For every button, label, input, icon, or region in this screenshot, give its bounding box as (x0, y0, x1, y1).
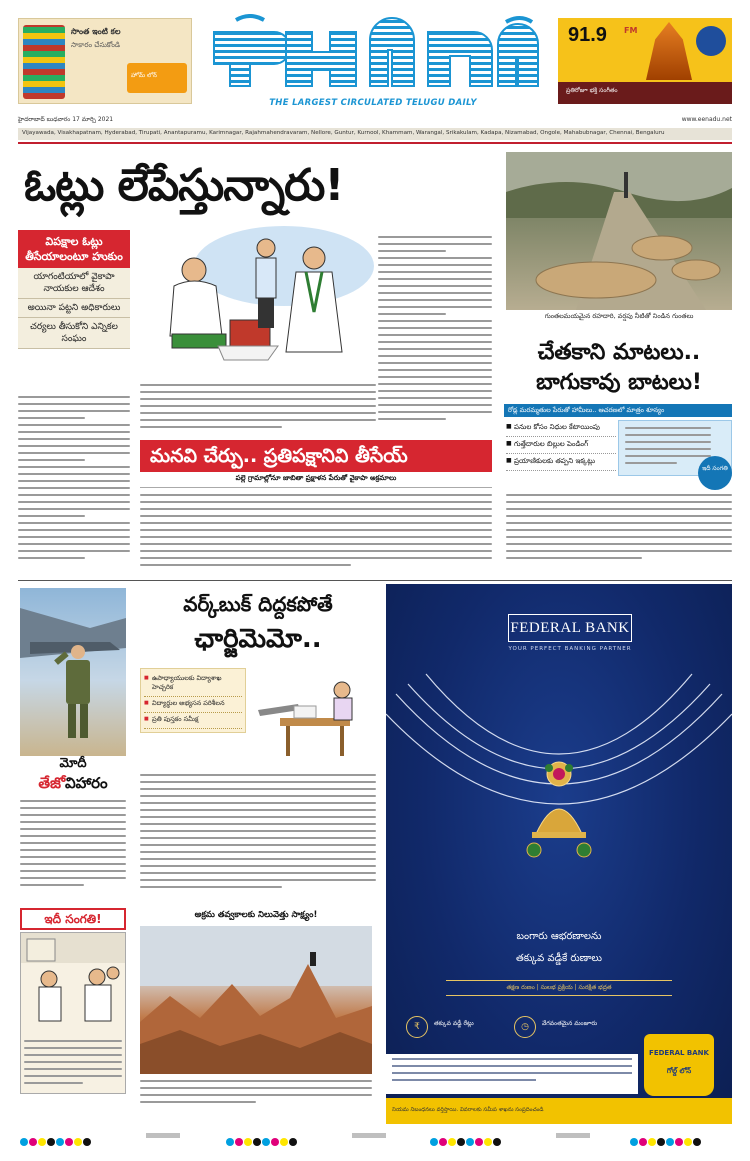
channel-logo-icon (696, 26, 726, 56)
bag-line-2: గోల్డ్ లోన్ (666, 1067, 692, 1075)
idi-sangathi-label: ఇదీ సంగతి! (20, 908, 126, 930)
road-column (506, 494, 732, 564)
road-bullet-2: ■ గుత్తేదారుల బిల్లుల పెండింగ్ (506, 437, 616, 454)
ad-icon-1-text: తక్కువ వడ్డీ రేట్లు (434, 1020, 474, 1027)
registration-bar-3 (556, 1133, 590, 1138)
masthead-rule (18, 142, 732, 144)
federal-bank-ad[interactable] (386, 584, 732, 1124)
modi-caption-2: తేజోవిహారం (38, 774, 108, 792)
lead-cartoon (134, 226, 374, 376)
modi-column (20, 800, 126, 891)
books-image (23, 25, 65, 99)
dateline-date: హైదరాబాద్ బుధవారం 17 మార్చి 2021 (18, 116, 114, 123)
registration-marks-4 (630, 1131, 702, 1140)
sand-headline[interactable]: అక్రమ తవ్వకాలకు నిలువెత్తు సాక్ష్యం! (194, 910, 318, 920)
dateline-web[interactable]: www.eenadu.net (681, 116, 732, 123)
ad-left-card: హోమ్ లోన్ (127, 63, 187, 93)
modi-caption-1: మోదీ (59, 756, 87, 771)
ad-left-line1: సొంత ఇంటి కల (71, 27, 121, 36)
sand-caption (140, 1080, 372, 1108)
gold-loan-bag (644, 1034, 714, 1096)
road-bubble: ఇదీ సంగతి (698, 456, 732, 490)
eenadu-logo[interactable] (206, 14, 544, 102)
lead-substrip: పల్లె గ్రామాల్లోనూ జాబితా ప్రక్షాళన పేరుతో వైకాపా అక్రమాలు (140, 474, 492, 488)
registration-bar-2 (352, 1133, 386, 1138)
registration-marks-1 (20, 1131, 92, 1140)
ad-feature-icons (406, 1016, 666, 1044)
radio-band: ప్రతిరోజూ భక్తి సంగీతం (558, 82, 732, 104)
ad-fineprint (386, 1054, 638, 1094)
registration-marks-3 (430, 1131, 502, 1140)
rupee-icon: ₹ (406, 1016, 428, 1038)
masthead (0, 0, 750, 136)
sand-photo (140, 926, 372, 1074)
road-bar: రోడ్ల మరమ్మతుల పేరుతో హామీలు.. ఆచరణలో మాత్రం శూన్యం (504, 404, 732, 417)
workbook-bullet-2: ■ విద్యార్థుల అభ్యసన పరిశీలన (144, 697, 242, 713)
lead-kicker-sub2: అయినా పట్టని అధికారులు (18, 299, 130, 318)
lead-column-right (378, 236, 492, 425)
workbook-bullets (140, 668, 246, 733)
bag-line-1: FEDERAL BANK (649, 1049, 709, 1057)
editions-strip: Vijayawada, Visakhapatnam, Hyderabad, Tirupati, Anantapuramu, Karimnagar, Rajahmahendravaram, Nellore, Guntur, Kurnool, Khammam, Warangal, Srikakulam, Kadapa, Nizamabad, Ongole, Mahabubnagar, Chennai, Bengaluru (18, 128, 732, 140)
section-divider (18, 580, 732, 581)
registration-bar-1 (146, 1133, 180, 1138)
ad-home-loan[interactable] (18, 18, 192, 104)
lead-kicker-sub1: యాగంటియాలో వైకాపా నాయకుల ఆదేశం (18, 268, 130, 299)
ad-icon-2-text: వేగవంతమైన మంజూరు (542, 1020, 598, 1027)
federal-bank-logo: FEDERAL BANK (508, 614, 632, 642)
lead-column-mid (140, 384, 376, 433)
radio-frequency: 91.9 (568, 24, 607, 46)
temple-image (646, 22, 692, 80)
ad-left-line2: సాకారం చేసుకోండి (71, 41, 121, 49)
road-bullet-3: ■ ప్రయాణికులకు తప్పని ఇక్కట్లు (506, 454, 616, 471)
ad-line-2: తక్కువ వడ్డీకే రుణాలు (516, 953, 602, 964)
ad-radio[interactable] (558, 18, 732, 104)
ad-banner: తక్షణ రుణం | సులభ ప్రక్రియ | సురక్షిత భద్రత (446, 980, 672, 996)
workbook-headline-1[interactable]: వర్క్‌బుక్ దిద్దకపోతే (183, 592, 333, 616)
radio-unit: FM (624, 26, 638, 35)
registration-marks-2 (226, 1131, 298, 1140)
dateline (18, 114, 732, 126)
ad-footer: నియమ నిబంధనలు వర్తిస్తాయి. వివరాలకు సమీప శాఖను సంప్రదించండి (386, 1098, 732, 1124)
masthead-tagline: THE LARGEST CIRCULATED TELUGU DAILY (269, 98, 477, 108)
lead-column-left (18, 396, 130, 564)
road-headline[interactable]: చేతకాని మాటలు.. బాగుకావు బాటలు! (536, 340, 702, 395)
clock-icon: ◷ (514, 1016, 536, 1038)
lead-kicker: విపక్షాల ఓట్లు తీసేయాలంటూ హుకుం (18, 230, 130, 268)
lead-kicker-sub3: చర్యలు తీసుకోని ఎన్నికల సంఘం (18, 318, 130, 349)
workbook-headline-2[interactable]: ఛార్జిమెమో.. (194, 624, 322, 654)
lead-subheadline[interactable]: మనవి చేర్పు.. ప్రతిపక్షానివి తీసేయ్ (140, 440, 492, 472)
road-photo-caption: గుంతలమయమైన రహదారి, వర్షపు నీటితో నిండిన గుంతలు (544, 312, 694, 320)
workbook-cartoon (250, 666, 374, 766)
necklace-illustration (386, 654, 732, 924)
lead-sub-column (140, 494, 492, 571)
ad-line-1: బంగారు ఆభరణాలను (516, 931, 602, 942)
workbook-column (140, 774, 376, 893)
modi-photo (20, 588, 126, 756)
idi-sangathi-caption (24, 1040, 122, 1089)
workbook-bullet-1: ■ ఉపాధ్యాయులకు విద్యాశాఖ హెచ్చరిక (144, 672, 242, 697)
lead-headline[interactable]: ఓట్లు లేపేస్తున్నారు! (24, 160, 344, 211)
workbook-bullet-3: ■ ప్రతి పుస్తకం సమీక్ష (144, 713, 242, 729)
lead-kicker-box (18, 230, 130, 349)
road-photo (506, 152, 732, 310)
road-bullets (506, 420, 616, 471)
road-bullet-1: ■ పనుల కోసం నిధుల కేటాయింపు (506, 420, 616, 437)
federal-bank-tagline: YOUR PERFECT BANKING PARTNER (508, 646, 632, 652)
